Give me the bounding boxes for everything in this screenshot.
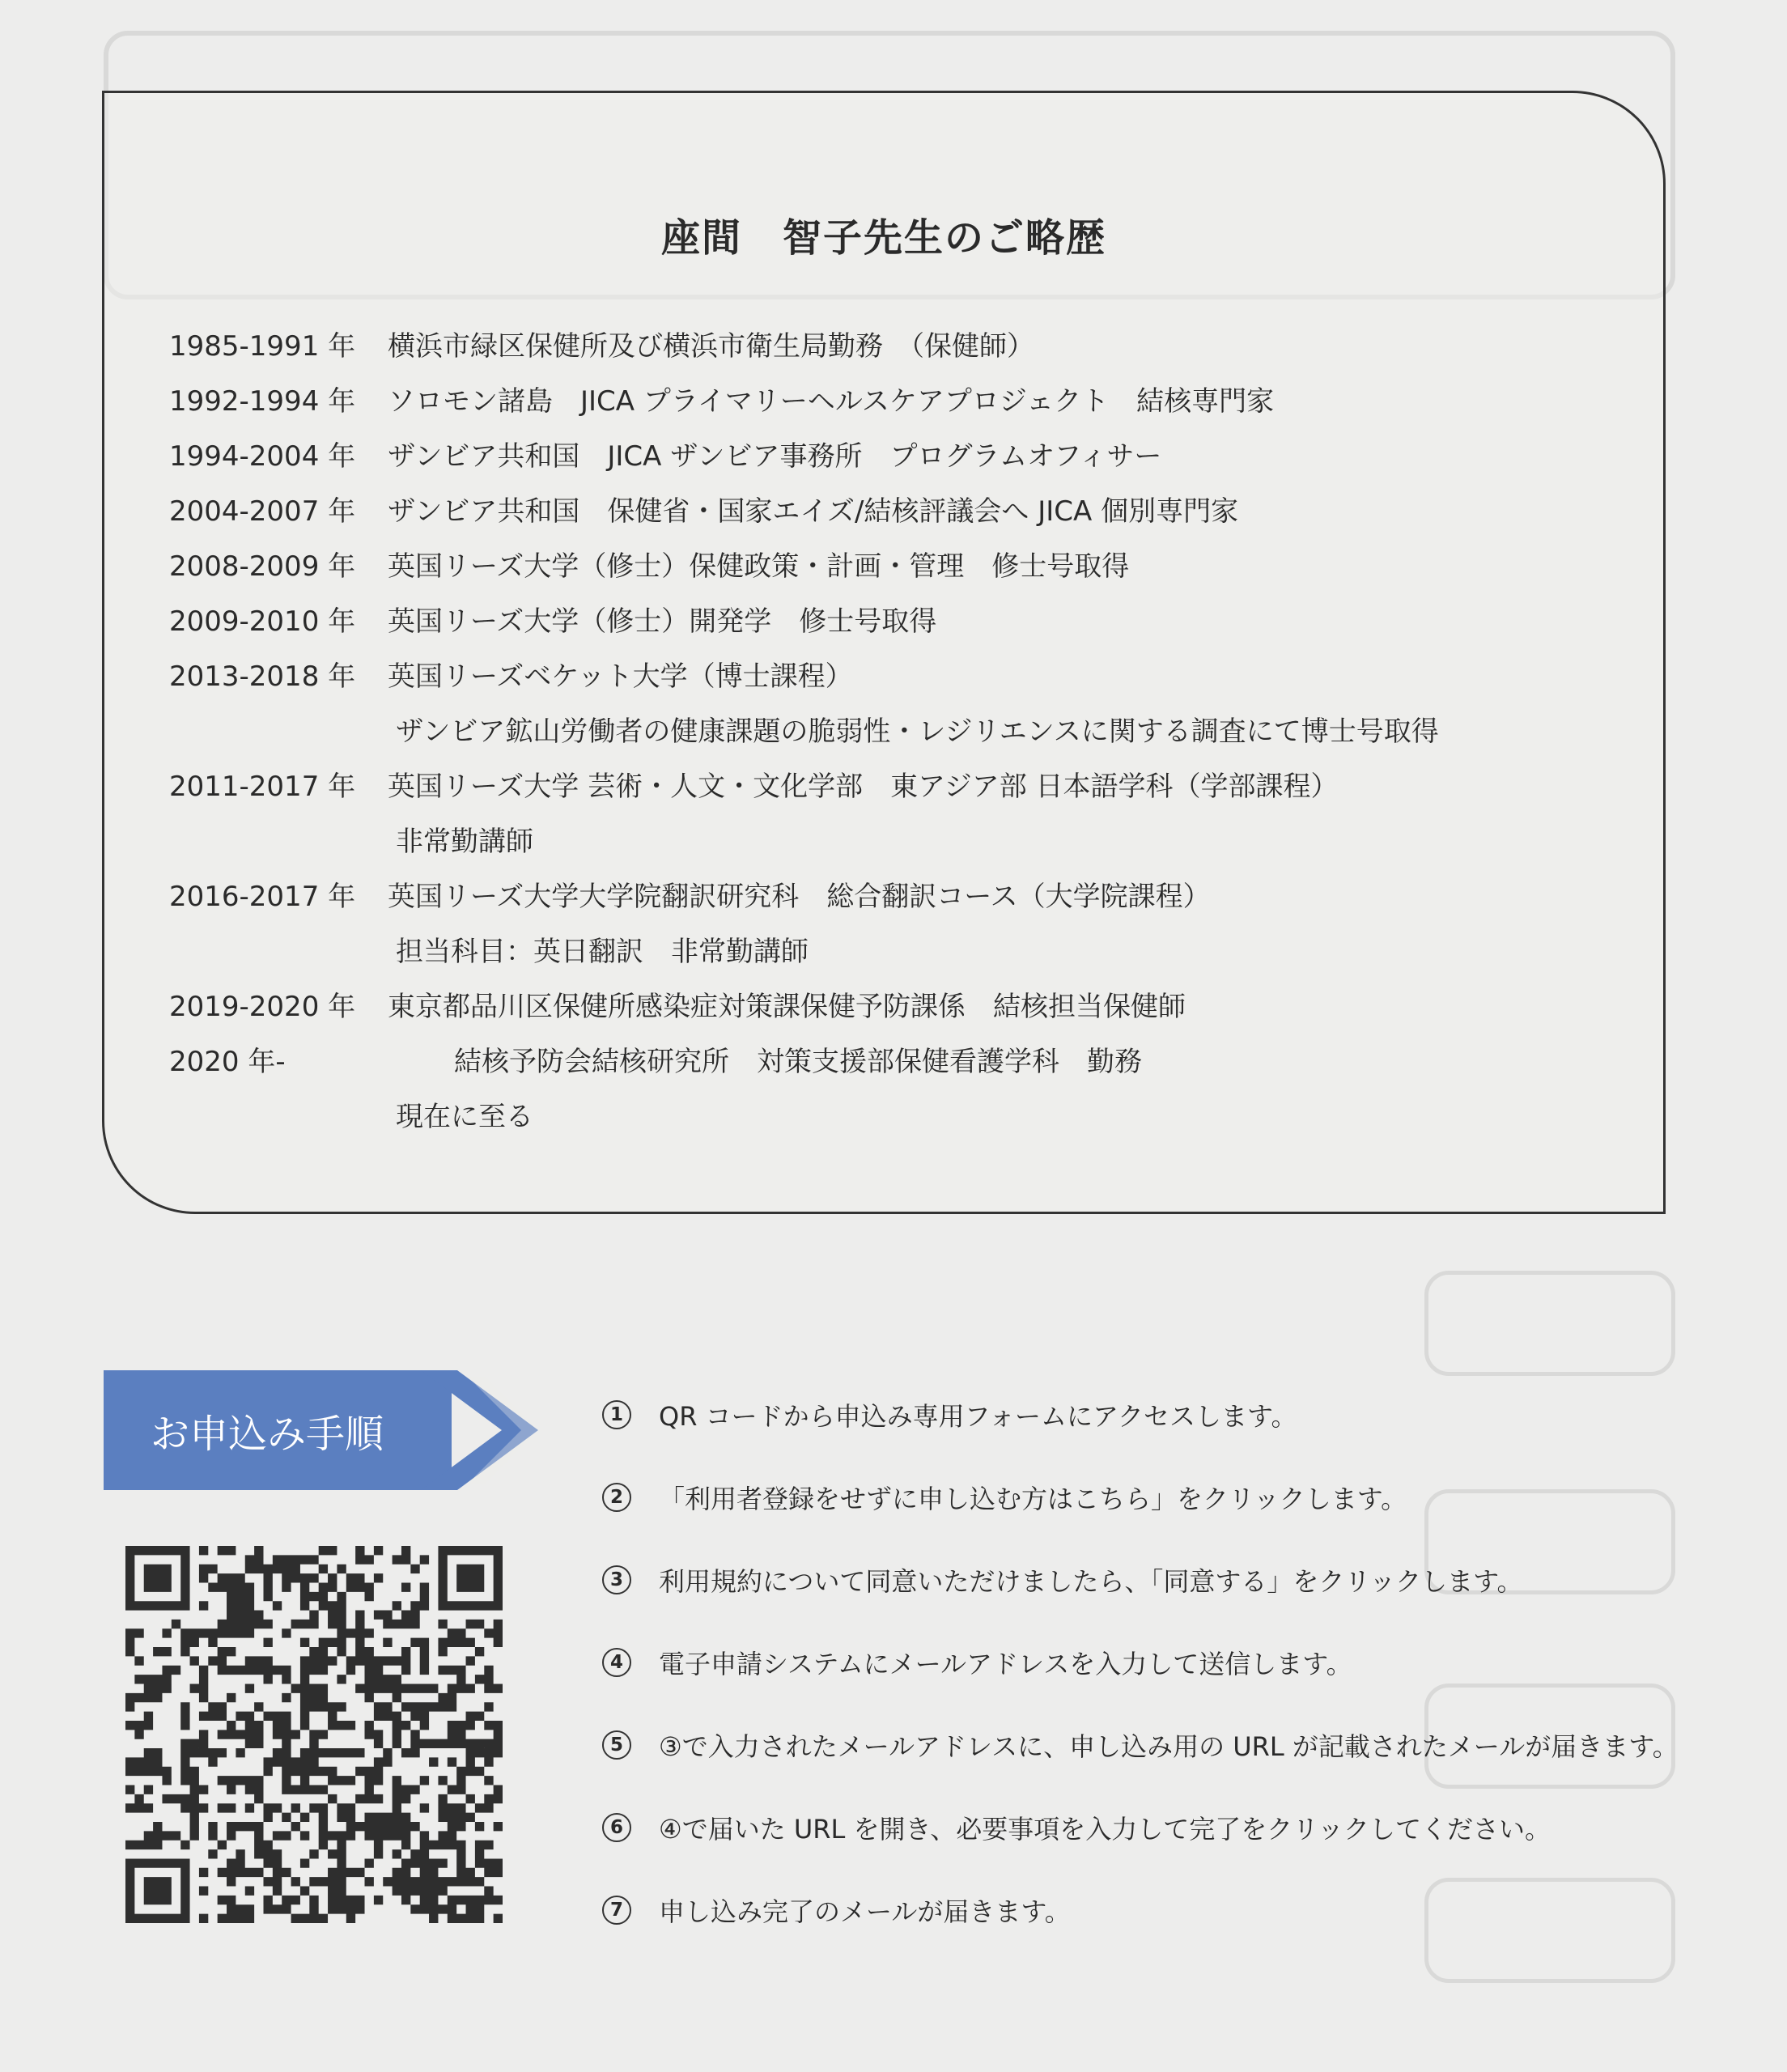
- step-number: 4: [602, 1648, 631, 1677]
- step-number: 7: [602, 1896, 631, 1925]
- show-through-frame: [1424, 1271, 1675, 1376]
- entry-years: 2013-2018 年: [169, 660, 356, 693]
- step-text: QR コードから申込み専用フォームにアクセスします。: [659, 1401, 1297, 1432]
- entry-text: 英国リーズ大学大学院翻訳研究科 総合翻訳コース（大学院課程）: [388, 881, 1211, 913]
- entry-years: 2019-2020 年: [169, 991, 356, 1023]
- step-item: [602, 1561, 1523, 1599]
- show-through-frame: [1424, 1878, 1675, 1983]
- step-text: 申し込み完了のメールが届きます。: [659, 1896, 1071, 1927]
- entry-years: 1994-2004 年: [169, 440, 356, 473]
- entry-years: 2016-2017 年: [169, 881, 356, 913]
- entry-years: 2011-2017 年: [169, 771, 356, 803]
- chevron-right-icon: [421, 1370, 542, 1490]
- step-number: 2: [602, 1483, 631, 1512]
- step-text: 「利用者登録をせずに申し込む方はこちら」をクリックします。: [659, 1484, 1407, 1514]
- step-number: 6: [602, 1813, 631, 1842]
- entry-text: 英国リーズ大学 芸術・人文・文化学部 東アジア部 日本語学科（学部課程）: [388, 771, 1339, 803]
- entry-text-continued: 担当科目：英日翻訳 非常勤講師: [396, 936, 809, 968]
- step-item: [602, 1892, 1071, 1929]
- entry-text-continued: 現在に至る: [396, 1101, 533, 1133]
- entry-text: ザンビア共和国 JICA ザンビア事務所 プログラムオフィサー: [388, 440, 1162, 473]
- step-number: 1: [602, 1400, 631, 1429]
- entry-years: 1992-1994 年: [169, 385, 356, 418]
- entry-years: 2008-2009 年: [169, 550, 356, 583]
- entry-text: ザンビア共和国 保健省・国家エイズ/結核評議会へ JICA 個別専門家: [388, 495, 1239, 528]
- entry-text-continued: 非常勤講師: [396, 826, 533, 858]
- step-text: 電子申請システムにメールアドレスを入力して送信します。: [659, 1649, 1352, 1679]
- entry-text: ソロモン諸島 JICA プライマリーヘルスケアプロジェクト 結核専門家: [388, 385, 1275, 418]
- entry-text: 東京都品川区保健所感染症対策課保健予防課係 結核担当保健師: [388, 991, 1186, 1023]
- entry-years: 2004-2007 年: [169, 495, 356, 528]
- step-number: 5: [602, 1730, 631, 1760]
- banner-label: お申込み手順: [151, 1411, 384, 1457]
- step-item: [602, 1396, 1297, 1433]
- entry-text: 横浜市緑区保健所及び横浜市衛生局勤務 （保健師）: [388, 330, 1034, 363]
- qr-code-icon[interactable]: [125, 1546, 503, 1923]
- step-text: ③で入力されたメールアドレスに、申し込み用の URL が記載されたメールが届きます。: [659, 1731, 1679, 1762]
- step-item: [602, 1479, 1407, 1516]
- step-item: [602, 1809, 1551, 1846]
- step-item: [602, 1726, 1679, 1764]
- step-text: 利用規約について同意いただけましたら、「同意する」をクリックします。: [659, 1566, 1523, 1597]
- qr-modules: [125, 1546, 503, 1923]
- application-steps-banner: [104, 1370, 452, 1490]
- entry-years: 2020 年-: [169, 1046, 286, 1078]
- step-number: 3: [602, 1565, 631, 1594]
- entry-text: 英国リーズ大学（修士）保健政策・計画・管理 修士号取得: [388, 550, 1130, 583]
- entry-text: 英国リーズ大学（修士）開発学 修士号取得: [388, 605, 937, 638]
- entry-text-continued: ザンビア鉱山労働者の健康課題の脆弱性・レジリエンスに関する調査にて博士号取得: [396, 715, 1439, 748]
- biography-title: 座間 智子先生のご略歴: [660, 215, 1106, 261]
- entry-years: 2009-2010 年: [169, 605, 356, 638]
- entry-text: 結核予防会結核研究所 対策支援部保健看護学科 勤務: [454, 1046, 1142, 1078]
- step-item: [602, 1644, 1352, 1681]
- biography-box: [102, 91, 1666, 1214]
- entry-text: 英国リーズベケット大学（博士課程）: [388, 660, 853, 693]
- entry-years: 1985-1991 年: [169, 330, 356, 363]
- step-text: ④で届いた URL を開き、必要事項を入力して完了をクリックしてください。: [659, 1814, 1551, 1845]
